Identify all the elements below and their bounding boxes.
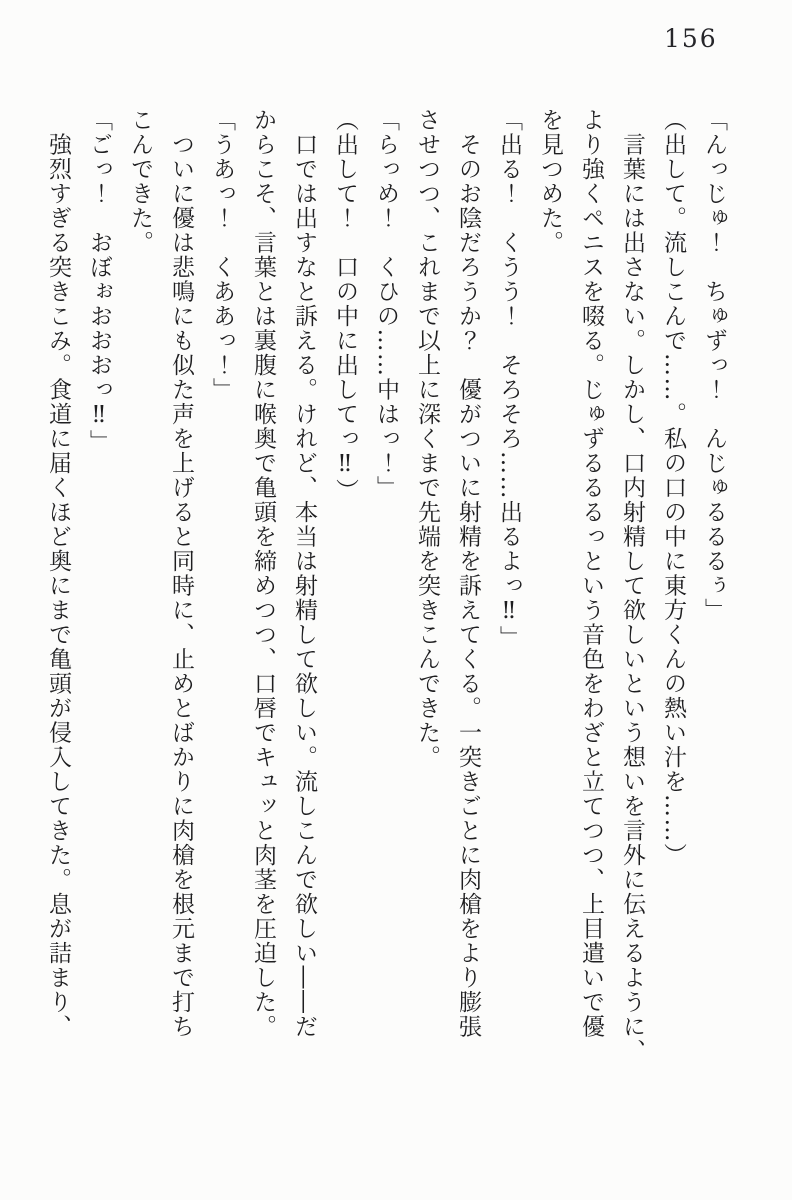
text-line: させつつ、これまで以上に深くまで先端を突きこんできた。	[414, 108, 440, 770]
text-line: 「出る！ くうう！ そろそろ……出るよっ‼」	[496, 108, 522, 650]
text-line: こんできた。	[127, 108, 153, 255]
text-line: （出して。流しこんで……。私の口の中に東方くんの熱い汁を……）	[660, 108, 686, 868]
page-number: 156	[664, 24, 718, 53]
text-line: ついに優は悲鳴にも似た声を上げると同時に、止めとばかりに肉槍を根元まで打ち	[168, 108, 194, 1039]
text-line: 「ごっ！ おぼぉおおおっ‼」	[86, 108, 112, 454]
text-line: そのお陰だろうか？ 優がついに射精を訴えてくる。一突きごとに肉槍をより膨張	[455, 108, 481, 1039]
text-line: を見つめた。	[537, 108, 563, 255]
text-line: からこそ、言葉とは裏腹に喉奥で亀頭を締めつつ、口唇でキュッと肉茎を圧迫した。	[250, 108, 276, 1039]
text-line: 言葉には出さない。しかし、口内射精して欲しいという想いを言外に伝えるように、	[619, 108, 645, 1064]
text-line: 「うあっ！ くああっ！」	[209, 108, 235, 402]
text-block	[37, 108, 734, 1168]
text-line: （出して！ 口の中に出してっ‼）	[332, 108, 358, 503]
text-line: 「らっめ！ くひの……中はっ！」	[373, 108, 399, 500]
text-line: 強烈すぎる突きこみ。食道に届くほど奥にまで亀頭が侵入してきた。息が詰まり、	[45, 108, 71, 1039]
text-line: 「んっじゅ！ ちゅずっ！ んじゅるるるぅ」	[701, 108, 727, 623]
text-line: 口では出すなと訴える。けれど、本当は射精して欲しい。流しこんで欲しい――だ	[291, 108, 317, 1039]
text-line: より強くペニスを啜る。じゅずるるるっという音色をわざと立てつつ、上目遣いで優	[578, 108, 604, 1039]
